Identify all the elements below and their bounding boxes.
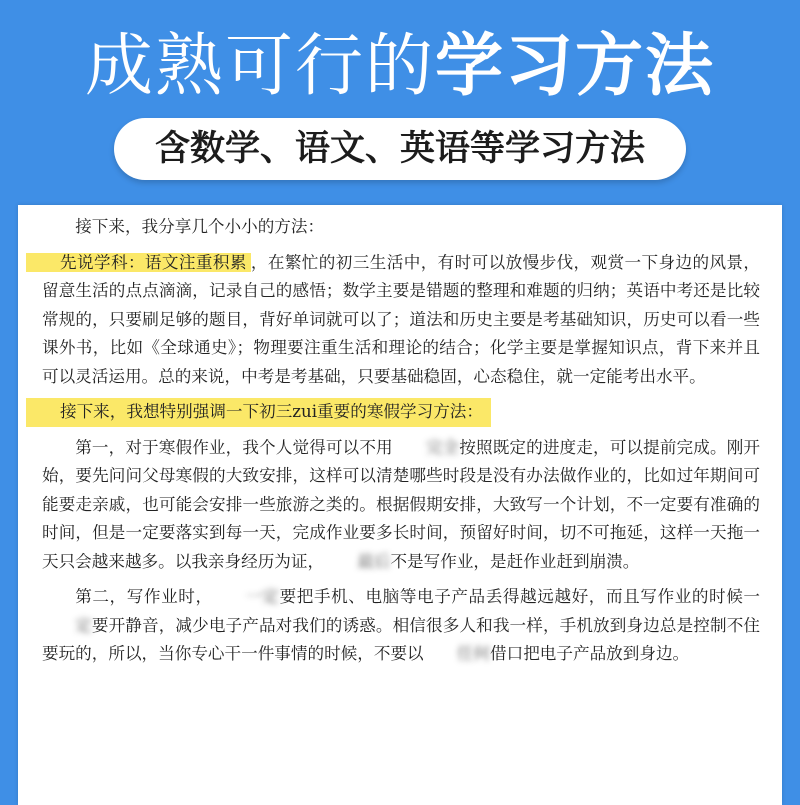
blurred-text: 完全	[425, 437, 460, 457]
document-content	[42, 213, 760, 669]
blurred-text: 最后	[357, 551, 391, 571]
paragraph-first-text-a: 第一，对于寒假作业，我个人觉得可以不用	[75, 437, 393, 457]
paragraph-first-text-c: 不是写作业，是赶作业赶到崩溃。	[390, 551, 640, 571]
paragraph-subjects	[42, 249, 760, 392]
blurred-text: 任何	[456, 644, 491, 663]
title-light: 成熟可行的	[84, 27, 435, 106]
highlight-subjects: 先说学科：语文注重积累	[26, 253, 251, 272]
paragraph-subjects-body: ，在繁忙的初三生活中，有时可以放慢步伐，观赏一下身边的风景，留意生活的点点滴滴，记录自己的感悟；数学主要是错题的整理和难题的归纳；英语中考还是比较常规的，只要刷足够的题目，背好单词就可以了；道法和历史主要是考基础知识，历史可以看一些课外书，比如《全球通史》；物理要注重生活和理论的结合；化学主要是掌握知识点，背下来并且可以灵活运用。总的来说，中考是考基础，只要基础稳固，心态稳住，就一定能考出水平。	[42, 252, 761, 386]
page-title	[0, 22, 800, 112]
document-page	[18, 205, 782, 805]
highlight-winter-method: 接下来，我想特别强调一下初三zui重要的寒假学习方法：	[26, 398, 491, 427]
paragraph-first	[42, 434, 760, 577]
intro-paragraph: 接下来，我分享几个小小的方法：	[75, 217, 325, 236]
title-bold: 学习方法	[435, 27, 716, 106]
subtitle-banner: 含数学、语文、英语等学习方法	[114, 118, 686, 180]
paragraph-first-text-b: 按照既定的进度走，可以提前完成。刚开始，要先问问父母寒假的大致安排，这样可以清楚哪些时段是没有办法做作业的，比如过年期间可能要走亲戚，也可能会安排一些旅游之类的。根据假期安排，大致写一个计划，不一定要有准确的时间，但是一定要落实到每一天，完成作业要多长时间，预留好时间，切不可拖延，这样一天拖一天只会越来越多。以我亲身经历为证，	[42, 437, 761, 571]
paragraph-second-text-b: 要把手机、电脑等电子产品丢得越远越好，而且写作业的时候一	[279, 587, 761, 606]
paragraph-second-text-d: 借口把电子产品放到身边。	[490, 644, 690, 663]
paragraph-second	[42, 583, 760, 669]
paragraph-second-text-a: 第二，写作业时，	[75, 587, 213, 606]
blurred-text: 定	[75, 615, 92, 635]
blurred-text: 一定	[245, 587, 279, 606]
paragraph-winter-heading	[42, 398, 760, 427]
paragraph-second-text-c: 要开静音，减少电子产品对我们的诱惑。相信很多人和我一样，手机放到身边总是控制不住要玩的，所以，当你专心干一件事情的时候，不要以	[42, 615, 760, 663]
